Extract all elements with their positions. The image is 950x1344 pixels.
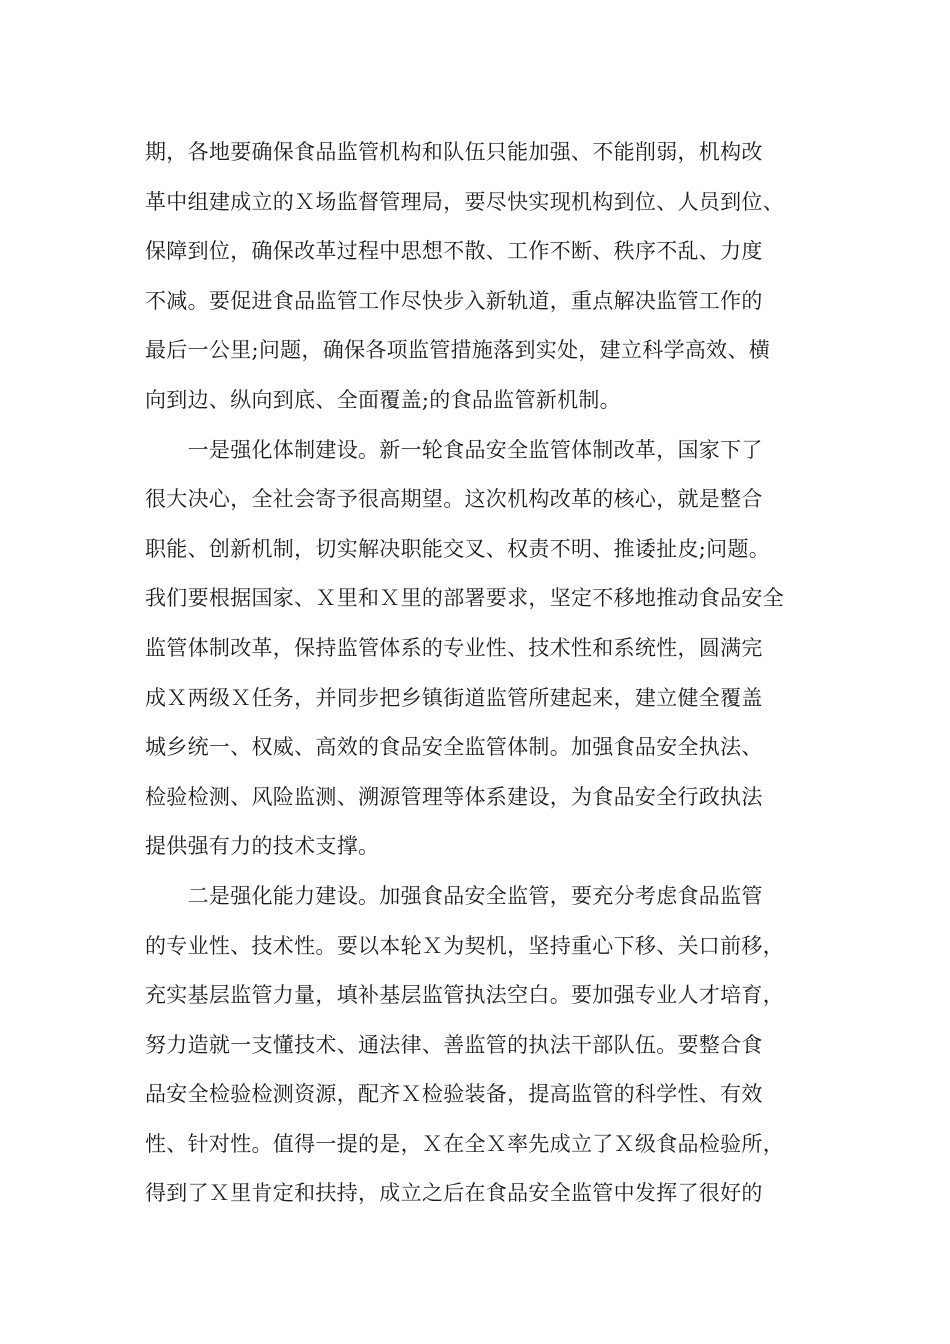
text-line: 的专业性、技术性。要以本轮Ｘ为契机，坚持重心下移、关口前移， bbox=[145, 933, 784, 958]
text-line: 最后一公里;问题，确保各项监管措施落到实处，建立科学高效、横 bbox=[145, 338, 771, 363]
text-line: 职能、创新机制，切实解决职能交叉、权责不明、推诿扯皮;问题。 bbox=[145, 536, 771, 561]
paragraph-1 bbox=[145, 128, 805, 426]
text-line: 期，各地要确保食品监管机构和队伍只能加强、不能削弱，机构改 bbox=[145, 140, 763, 164]
text-line: 不减。要促进食品监管工作尽快步入新轨道，重点解决监管工作的 bbox=[145, 288, 763, 313]
text-line: 充实基层监管力量，填补基层监管执法空白。要加强专业人才培育， bbox=[145, 983, 784, 1008]
text-line: 一是强化体制建设。新一轮食品安全监管体制改革，国家下了 bbox=[145, 437, 763, 462]
text-line: 品安全检验检测资源，配齐Ｘ检验装备，提高监管的科学性、有效 bbox=[145, 1082, 763, 1107]
text-line: 努力造就一支懂技术、通法律、善监管的执法干部队伍。要整合食 bbox=[145, 1032, 763, 1057]
text-line: 很大决心，全社会寄予很高期望。这次机构改革的核心，就是整合 bbox=[145, 487, 763, 512]
text-line: 向到边、纵向到底、全面覆盖;的食品监管新机制。 bbox=[145, 387, 621, 412]
text-line: 保障到位，确保改革过程中思想不散、工作不断、秩序不乱、力度 bbox=[145, 239, 763, 264]
document-body bbox=[145, 128, 805, 1219]
text-line: 我们要根据国家、Ｘ里和Ｘ里的部署要求，坚定不移地推动食品安全 bbox=[145, 586, 784, 611]
paragraph-3 bbox=[145, 872, 805, 1219]
paragraph-2 bbox=[145, 426, 805, 872]
text-line: 革中组建成立的Ｘ场监督管理局，要尽快实现机构到位、人员到位、 bbox=[145, 189, 784, 214]
text-line: 二是强化能力建设。加强食品安全监管，要充分考虑食品监管 bbox=[145, 883, 763, 908]
text-line: 得到了Ｘ里肯定和扶持，成立之后在食品安全监管中发挥了很好的 bbox=[145, 1181, 763, 1206]
text-line: 提供强有力的技术支撑。 bbox=[145, 834, 380, 859]
text-line: 性、针对性。值得一提的是，Ｘ在全Ｘ率先成立了Ｘ级食品检验所， bbox=[145, 1131, 784, 1156]
text-line: 成Ｘ两级Ｘ任务，并同步把乡镇街道监管所建起来，建立健全覆盖 bbox=[145, 685, 763, 710]
text-line: 监管体制改革，保持监管体系的专业性、技术性和系统性，圆满完 bbox=[145, 635, 763, 660]
text-line: 检验检测、风险监测、溯源管理等体系建设，为食品安全行政执法 bbox=[145, 784, 763, 809]
text-line: 城乡统一、权威、高效的食品安全监管体制。加强食品安全执法、 bbox=[145, 735, 763, 760]
